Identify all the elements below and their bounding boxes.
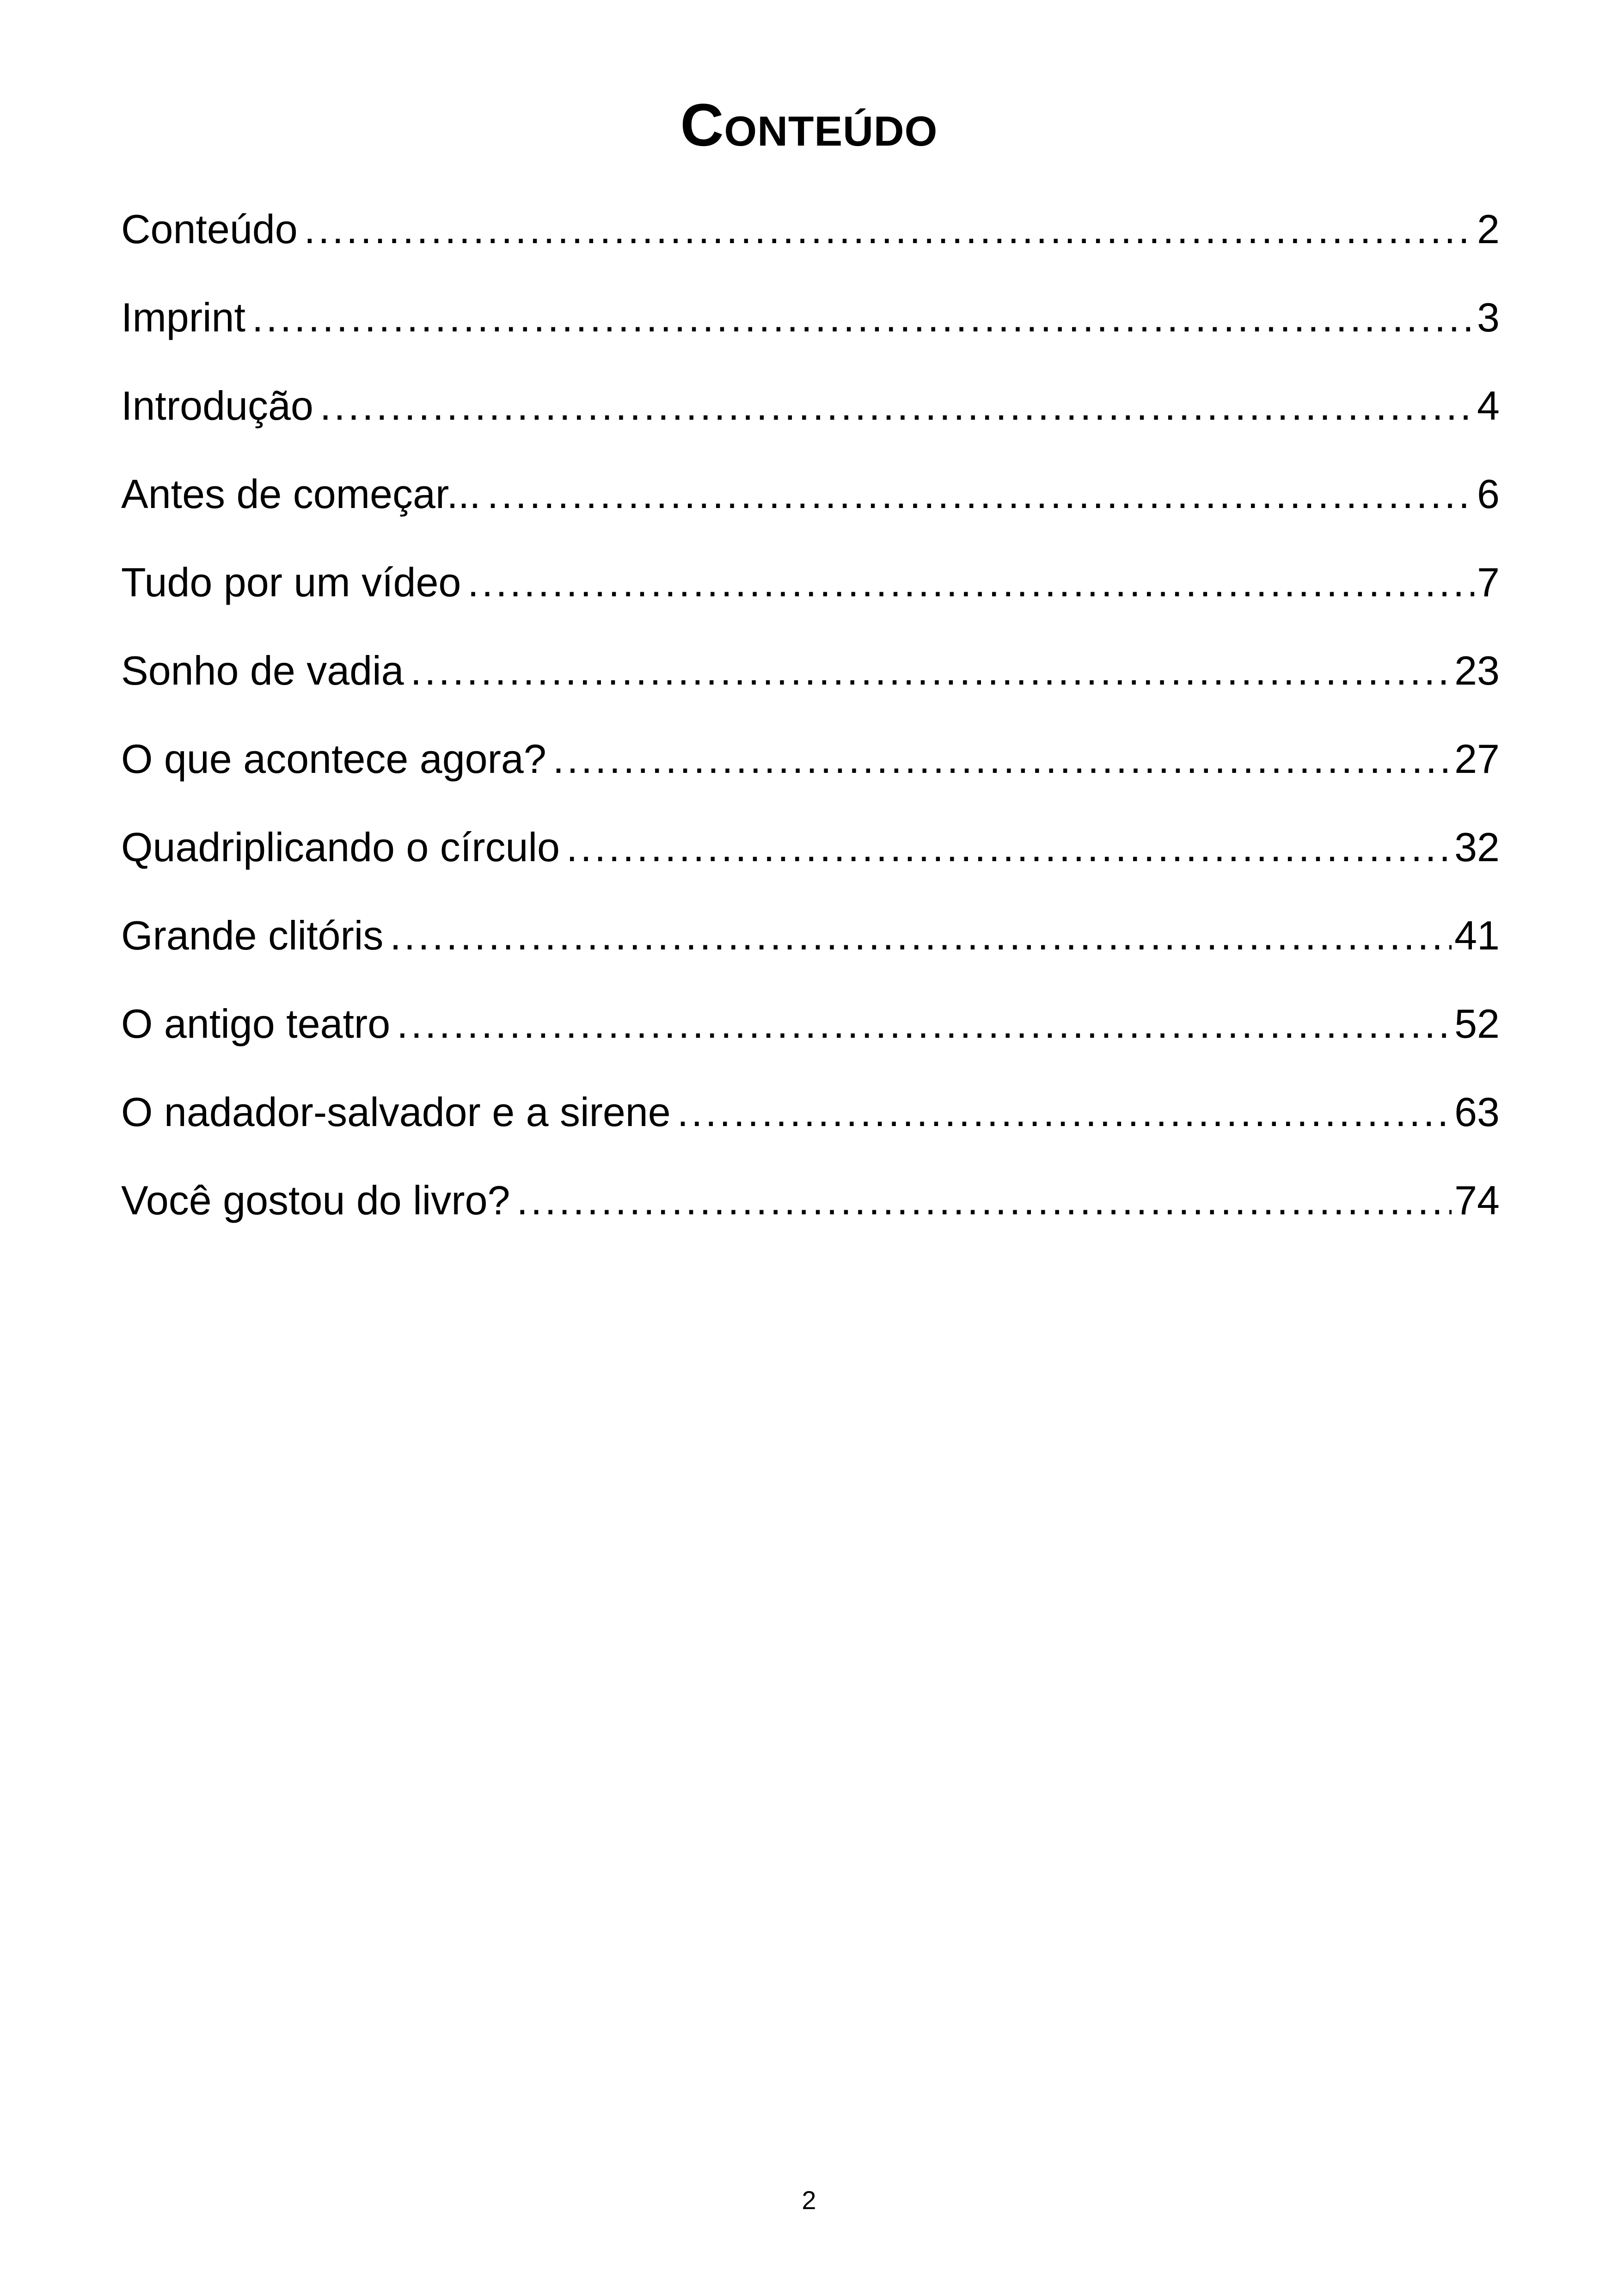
- toc-dot-leader: [390, 891, 1452, 980]
- toc-entry-page: 23: [1454, 648, 1500, 693]
- toc-entry[interactable]: [121, 1068, 1500, 1156]
- toc-entry-page: 7: [1477, 559, 1500, 605]
- table-of-contents: [121, 185, 1500, 1244]
- toc-entry-label: Grande clitóris: [121, 912, 384, 958]
- toc-entry[interactable]: [121, 980, 1500, 1068]
- toc-dot-leader: [252, 273, 1474, 361]
- toc-entry[interactable]: [121, 891, 1500, 980]
- toc-entry[interactable]: [121, 626, 1500, 715]
- page-title: Conteúdo: [680, 91, 938, 159]
- toc-entry-page: 27: [1454, 736, 1500, 782]
- toc-entry-label: Antes de começar...: [121, 471, 481, 517]
- toc-entry[interactable]: [121, 361, 1500, 450]
- toc-entry[interactable]: [121, 1156, 1500, 1244]
- toc-dot-leader: [320, 361, 1474, 450]
- toc-dot-leader: [566, 803, 1452, 891]
- page-number: 2: [802, 2186, 816, 2215]
- toc-entry-label: Sonho de vadia: [121, 648, 404, 693]
- toc-entry-label: Imprint: [121, 294, 245, 340]
- toc-entry-page: 52: [1454, 1001, 1500, 1047]
- toc-dot-leader: [411, 626, 1452, 715]
- toc-entry-label: Introdução: [121, 383, 313, 429]
- toc-entry-label: Tudo por um vídeo: [121, 559, 461, 605]
- toc-entry-page: 3: [1477, 294, 1500, 340]
- toc-dot-leader: [677, 1068, 1452, 1156]
- toc-entry[interactable]: [121, 450, 1500, 538]
- toc-dot-leader: [553, 715, 1452, 803]
- toc-entry-label: O que acontece agora?: [121, 736, 546, 782]
- toc-dot-leader: [487, 450, 1474, 538]
- toc-entry-page: 2: [1477, 206, 1500, 252]
- toc-dot-leader: [467, 538, 1474, 626]
- toc-entry-label: O nadador-salvador e a sirene: [121, 1089, 671, 1135]
- toc-entry-page: 63: [1454, 1089, 1500, 1135]
- toc-entry-page: 4: [1477, 383, 1500, 429]
- toc-entry-page: 32: [1454, 824, 1500, 870]
- toc-dot-leader: [516, 1156, 1452, 1244]
- toc-entry[interactable]: [121, 715, 1500, 803]
- toc-entry-label: Conteúdo: [121, 206, 298, 252]
- toc-entry-label: O antigo teatro: [121, 1001, 391, 1047]
- toc-entry[interactable]: [121, 273, 1500, 361]
- toc-dot-leader: [304, 185, 1474, 273]
- toc-entry-label: Você gostou do livro?: [121, 1177, 510, 1223]
- toc-entry-page: 74: [1454, 1177, 1500, 1223]
- toc-entry[interactable]: [121, 803, 1500, 891]
- toc-entry[interactable]: [121, 185, 1500, 273]
- toc-dot-leader: [397, 980, 1452, 1068]
- toc-entry[interactable]: [121, 538, 1500, 626]
- toc-entry-page: 41: [1454, 912, 1500, 958]
- toc-entry-label: Quadriplicando o círculo: [121, 824, 560, 870]
- toc-entry-page: 6: [1477, 471, 1500, 517]
